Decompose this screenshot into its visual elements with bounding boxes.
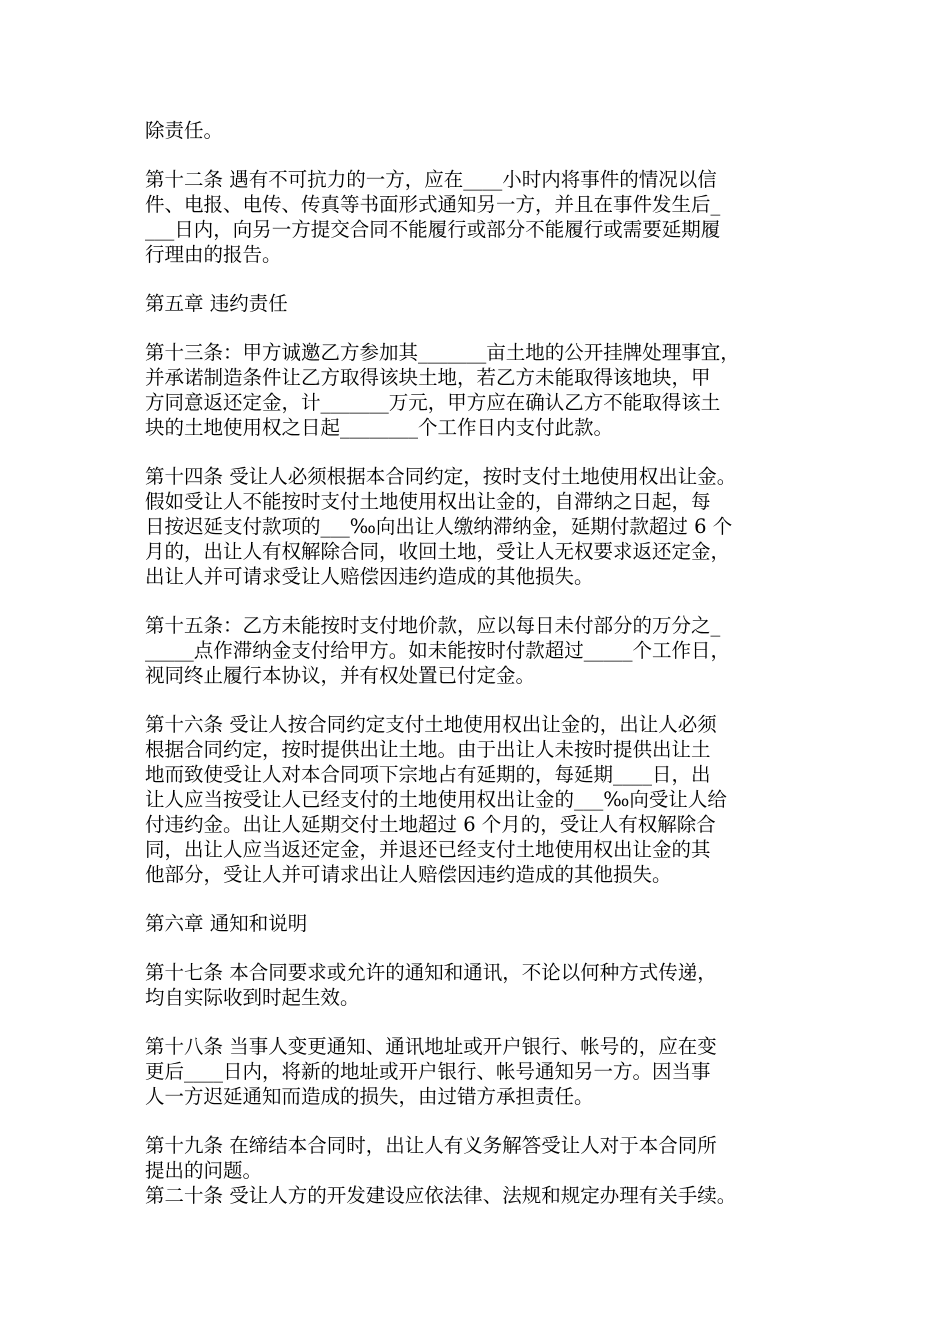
- text-line: 第十三条：甲方诚邀乙方参加其_______亩土地的公开挂牌处理事宜，: [145, 341, 740, 364]
- paragraph-gap: [145, 688, 825, 712]
- text-line: 更后____日内，将新的地址或开户银行、帐号通知另一方。因当事: [145, 1060, 711, 1083]
- text-line: 日按迟延支付款项的___‰向出让人缴纳滞纳金，延期付款超过 6 个: [145, 515, 733, 538]
- text-line: 同，出让人应当返还定金，并退还已经支付土地使用权出让金的其: [145, 838, 711, 861]
- text-line: 假如受让人不能按时支付土地使用权出让金的，自滞纳之日起，每: [145, 490, 711, 513]
- text-line: ___日内，向另一方提交合同不能履行或部分不能履行或需要延期履: [145, 218, 721, 241]
- text-line: 月的，出让人有权解除合同，收回土地，受让人无权要求返还定金，: [145, 540, 731, 563]
- text-line: 件、电报、电传、传真等书面形式通知另一方，并且在事件发生后_: [145, 193, 721, 216]
- paragraph-article-18: [145, 1034, 825, 1109]
- text-line: 方同意返还定金，计_______万元，甲方应在确认乙方不能取得该土: [145, 391, 721, 414]
- text-line: 第十四条 受让人必须根据本合同约定，按时支付土地使用权出让金。: [145, 465, 737, 488]
- text-line: 地而致使受让人对本合同项下宗地占有延期的，每延期____日，出: [145, 763, 711, 786]
- paragraph-article-15: [145, 613, 825, 688]
- text-line: 第十五条：乙方未能按时支付地价款，应以每日未付部分的万分之_: [145, 614, 721, 637]
- paragraph-article-14: [145, 464, 825, 589]
- text-line: 提出的问题。: [145, 1159, 263, 1182]
- document-page: [145, 118, 825, 1208]
- text-line: 第二十条 受让人方的开发建设应依法律、法规和规定办理有关手续。: [145, 1184, 737, 1207]
- text-line: 行理由的报告。: [145, 243, 282, 266]
- paragraph-gap: [145, 589, 825, 613]
- text-line: 第十二条 遇有不可抗力的一方，应在____小时内将事件的情况以信: [145, 168, 717, 191]
- text-line: 付违约金。出让人延期交付土地超过 6 个月的，受让人有权解除合: [145, 813, 716, 836]
- text-line: 第十七条 本合同要求或允许的通知和通讯，不论以何种方式传递，: [145, 961, 717, 984]
- paragraph-gap: [145, 267, 825, 291]
- text-line: 出让人并可请求受让人赔偿因违约造成的其他损失。: [145, 565, 594, 588]
- paragraph-gap: [145, 887, 825, 911]
- paragraph-gap: [145, 1109, 825, 1133]
- text-line: 块的土地使用权之日起________个工作日内支付此款。: [145, 416, 614, 439]
- paragraph-article-13: [145, 340, 825, 440]
- paragraph-continuation: [145, 118, 825, 143]
- text-line: 第十九条 在缔结本合同时，出让人有义务解答受让人对于本合同所: [145, 1134, 717, 1157]
- text-line: 人一方迟延通知而造成的损失，由过错方承担责任。: [145, 1085, 594, 1108]
- text-line: 视同终止履行本协议，并有权处置已付定金。: [145, 664, 536, 687]
- text-line: 除责任。: [145, 119, 224, 142]
- paragraph-gap: [145, 1010, 825, 1034]
- paragraph-gap: [145, 440, 825, 464]
- text-line: 均自实际收到时起生效。: [145, 986, 360, 1009]
- text-line: 第十六条 受让人按合同约定支付土地使用权出让金的，出让人必须: [145, 713, 717, 736]
- text-line: _____点作滞纳金支付给甲方。如未能按时付款超过_____个工作日，: [145, 639, 731, 662]
- chapter-heading-6: [145, 911, 825, 936]
- paragraph-gap: [145, 316, 825, 340]
- paragraph-article-12: [145, 167, 825, 267]
- text-line: 根据合同约定，按时提供出让土地。由于出让人未按时提供出让土: [145, 738, 711, 761]
- paragraph-gap: [145, 936, 825, 960]
- paragraph-article-17: [145, 960, 825, 1010]
- text-line: 第十八条 当事人变更通知、通讯地址或开户银行、帐号的，应在变: [145, 1035, 717, 1058]
- paragraph-gap: [145, 143, 825, 167]
- paragraph-article-19-20: [145, 1133, 825, 1208]
- text-line: 并承诺制造条件让乙方取得该块土地，若乙方未能取得该地块，甲: [145, 366, 711, 389]
- text-line: 让人应当按受让人已经支付的土地使用权出让金的___‰向受让人给: [145, 788, 727, 811]
- text-line: 他部分，受让人并可请求出让人赔偿因违约造成的其他损失。: [145, 863, 672, 886]
- chapter-heading-5: [145, 291, 825, 316]
- chapter-title: 第五章 违约责任: [145, 292, 288, 315]
- chapter-title: 第六章 通知和说明: [145, 912, 308, 935]
- paragraph-article-16: [145, 712, 825, 887]
